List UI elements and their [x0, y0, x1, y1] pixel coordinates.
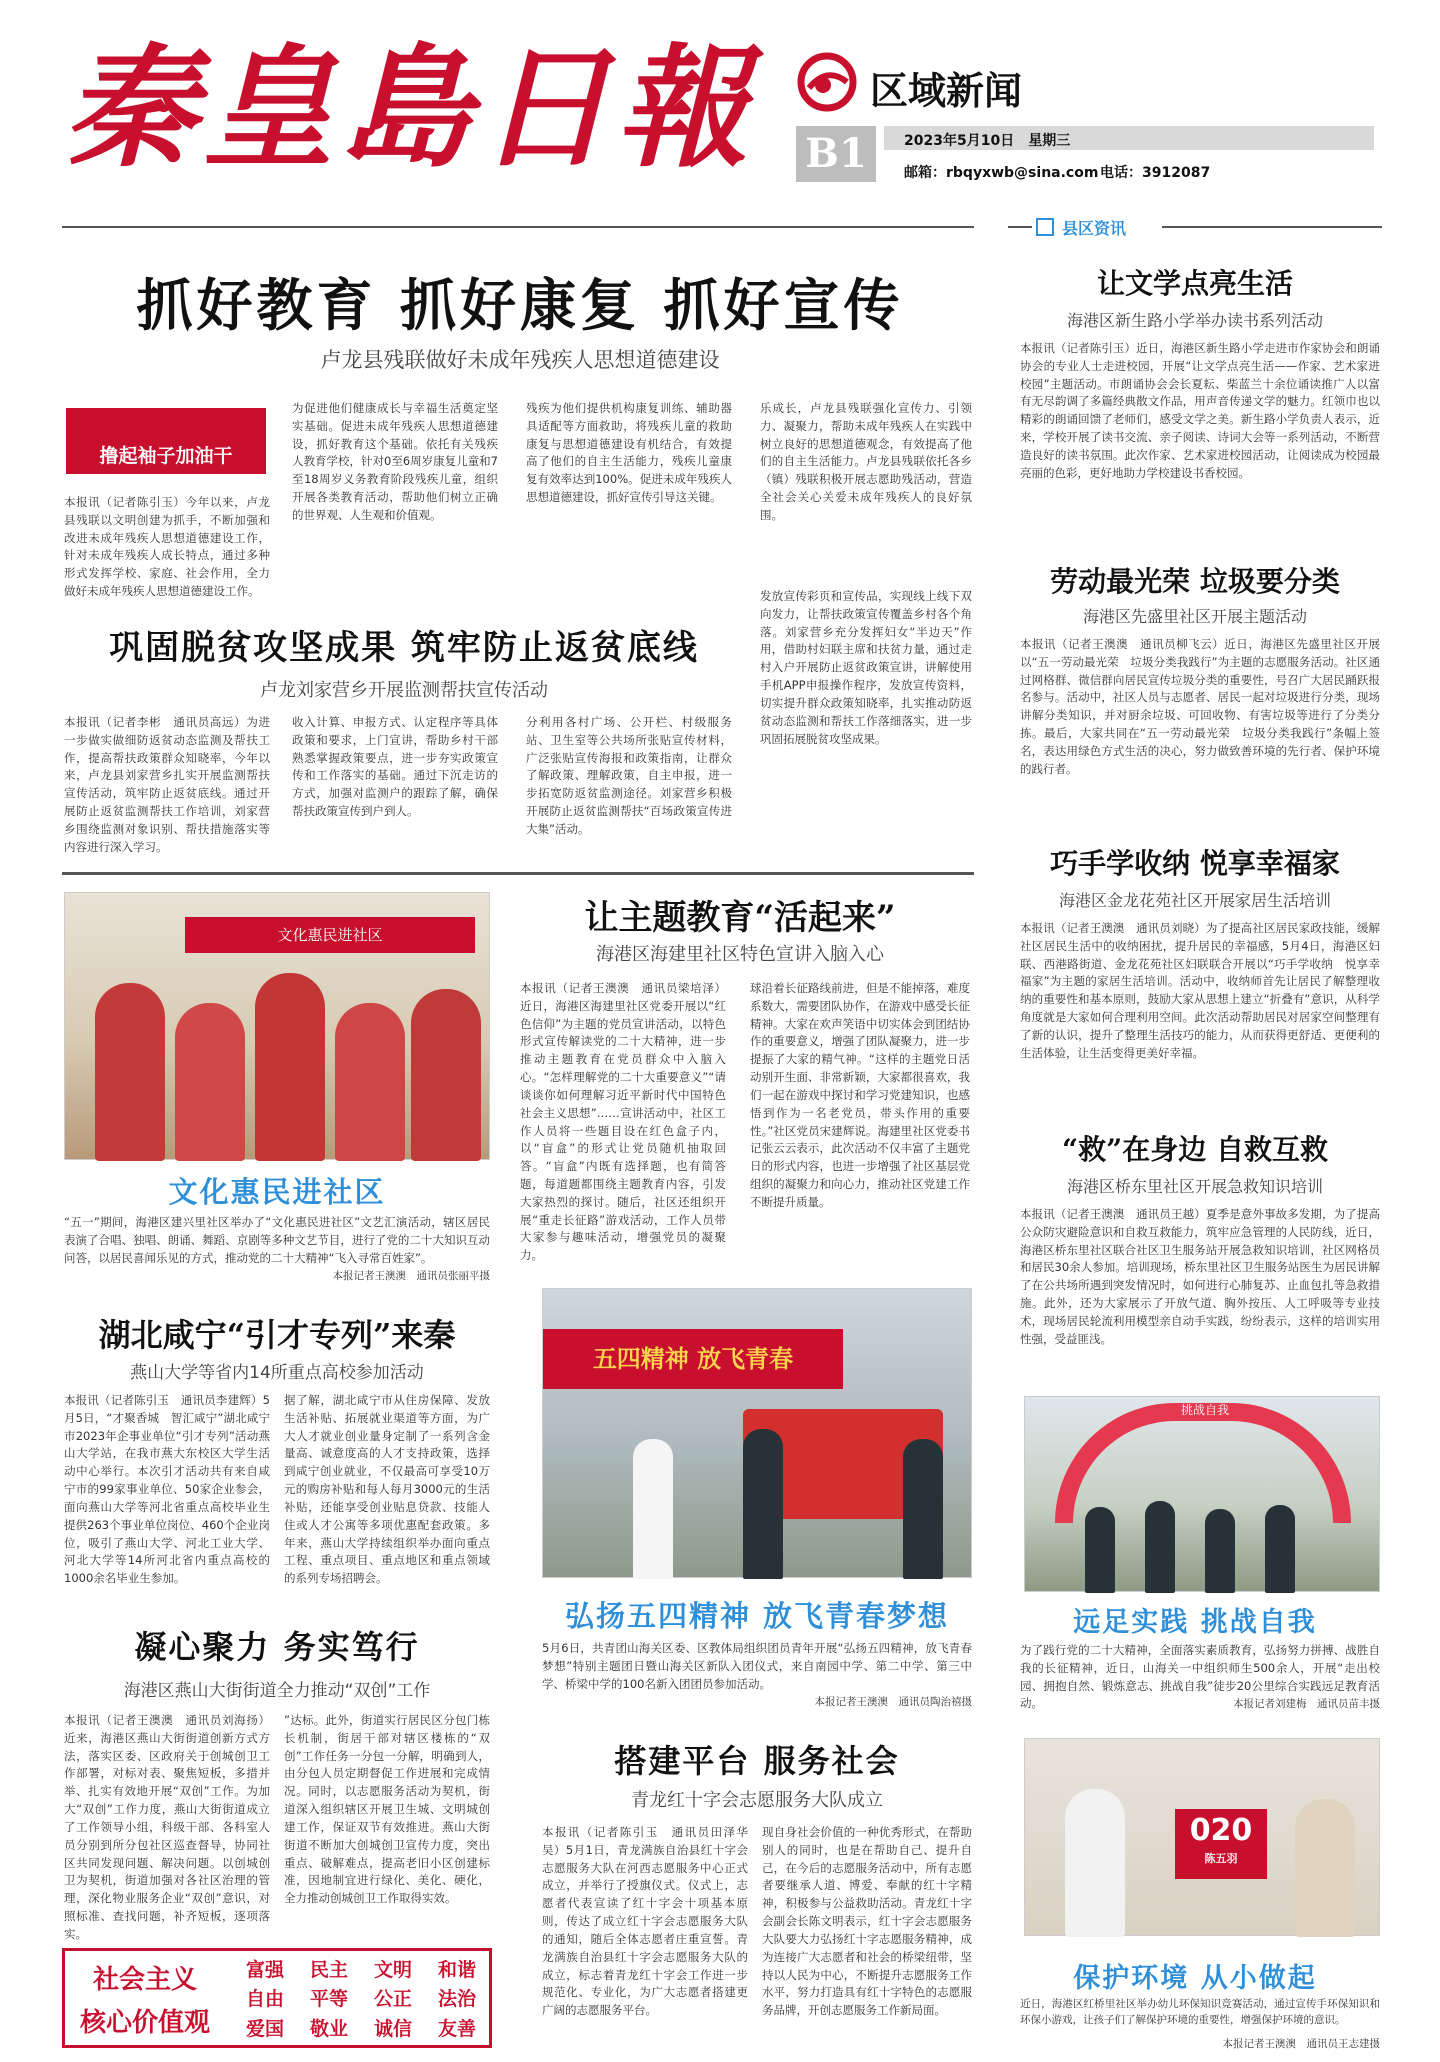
score-sign-label: 陈五羽	[1204, 1852, 1238, 1865]
hike-credit: 本报记者刘建梅 通讯员苗丰摄	[1233, 1698, 1380, 1710]
rescue-title: “救”在身边 自救互救	[1062, 1133, 1328, 1166]
dancer-figure	[175, 1003, 245, 1161]
culture-banner	[185, 917, 475, 953]
literature-body: 本报讯（记者陈引玉）近日，海港区新生路小学走进市作家协会和朗诵协会的专业人士走进校园，开展“让文学点亮生活——作家、艺术家进校园”主题活动。市朗诵协会会长夏耘、柴蓝兰十余位诵读推广人以富有无尽韵调了多篇经典散文作品，用声音传递文学的魅力。红领巾也以精彩的朗诵回馈了老师们，感受文学之美。新生路小学负责人表示，近来，学校开展了读书交流、亲子阅读、诗词大会等一系列活动，不断营造良好的读书氛围。此次作家、艺术家进校园活动，让阅读成为校园最亮丽的色彩，更好地助力学校建设书香校园。	[1020, 341, 1380, 480]
labor-title: 劳动最光荣 垃圾要分类	[1050, 565, 1340, 598]
talent-col2: 据了解，湖北咸宁市从住房保障、发放生活补贴、拓展就业渠道等方面，为广大人才就业创业量身定制了一系列含金量高、诚意度高的人才支持政策，选择到咸宁创业就业，不仅最高可享受10万元的购房补贴和每人每月3000元的生活补贴，还能享受创业贴息贷款、技能人住或人才公寓等多项优惠配套政策。多年来，燕山大学持续组织举办面向重点工程、重点项目、重点地区和重点领域的系列专场招聘会。	[284, 1393, 490, 1586]
poverty-col3: 分利用各村广场、公开栏、村级服务站、卫生室等公共场所张贴宣传材料，广泛张贴宣传海报和政策指南，让群众了解政策、理解政策，自主申报，进一步拓宽防返贫监测途径。刘家营乡积极开展防止返贫监测帮扶“百场政策宣传进大集”活动。	[526, 715, 732, 836]
section-rule	[62, 872, 974, 875]
talent-col1: 本报讯（记者陈引玉 通讯员李建辉）5月5日，“才聚香城 智汇咸宁”湖北咸宁市2023年企事业单位“引才专列”活动燕山大学站，在我市燕大东校区大学生活动中心举行。本次引才活动共有来自咸宁市的99家事业单位、50家企业参会，面向燕山大学等河北省重点高校毕业生提供263个事业单位岗位、460个企业岗位，吸引了燕山大学、河北工业大学、河北大学等14所河北省内重点高校的1000余名毕业生参加。	[64, 1393, 270, 1586]
platform-col2: 现自身社会价值的一种优秀形式，在帮助别人的同时，也是在帮助自己、提升自己，在今后的志愿服务活动中，所有志愿者要继承人道、博爱、奉献的红十字精神，积极参与公益救助活动。青龙红十字会副会长陈文明表示，红十字会志愿服务大队要大力弘扬红十字志愿服务精神，成为连接广大志愿者和社会的桥梁纽带，坚持以人民为中心，不断提升志愿服务工作水平，努力打造具有红十字特色的志愿服务品牌，开创志愿服务工作新局面。	[762, 1825, 972, 2018]
masthead	[0, 0, 1440, 220]
platform-subtitle: 青龙红十字会志愿服务大队成立	[631, 1790, 883, 1811]
rescue-body: 本报讯（记者王澳澳 通讯员王越）夏季是意外事故多发期，为了提高公众防灾避险意识和自救互救能力，筑牢应急管理的人民防线，近日，海港区桥东里社区联合社区卫生服务站开展急救知识培训，社区网格员和居民30余人参加。培训现场，桥东里社区卫生服务站医生为居民讲解了在公共场所遇到突发情况时，如何进行心肺复苏、止血包扎等急救措施。此外，还为大家展示了开放气道、胸外按压、人工呼吸等专业技术，现场居民轮流利用模型亲自动手实践，纷纷表示，这样的培训实用性强，受益匪浅。	[1020, 1207, 1380, 1346]
hike-caption-title: 远足实践 挑战自我	[1073, 1607, 1317, 1638]
eco-caption-title: 保护环境 从小做起	[1073, 1963, 1317, 1994]
youth-caption-title: 弘扬五四精神 放飞青春梦想	[564, 1599, 950, 1633]
poverty-subtitle: 卢龙刘家营乡开展监测帮扶宣传活动	[260, 680, 548, 701]
youth-banner	[543, 1329, 843, 1389]
platform-col1: 本报讯（记者陈引玉 通讯员田泽华 吴）5月1日，青龙满族自治县红十字会志愿服务大队在河西志愿服务中心正式成立，并举行了授旗仪式。仪式上，志愿者代表宣读了红十字会十项基本原则，传达了成立红十字会志愿服务大队的通知，随后全体志愿者庄重宣誓。青龙满族自治县红十字会志愿服务大队的成立，标志着青龙红十字会工作进一步规范化、专业化，为广大志愿者搭建更广阔的志愿服务平台。	[542, 1825, 760, 2018]
sidebar-label: 县区资讯	[1062, 219, 1127, 238]
youth-banner-text: 五四精神 放飞青春	[592, 1345, 794, 1373]
unite-col2: ”达标。此外，街道实行居民区分包门栋长机制，街居干部对辖区楼栋的“双创”工作任务一分包一分解，明确到人，由分包人员定期督促工作进展和完成情况。同时，以志愿服务活动为契机，街道深入组织辖区开展卫生城、文明城创建工作，保证双节有效推进。燕山大街街道不断加大创城创卫宣传力度，突出重点、破解难点，提高老旧小区创建标准，因地制宜进行绿化、美化、硬化，全力推动创城创卫工作取得实效。	[284, 1713, 490, 1906]
core-value-word: 自由	[245, 1988, 284, 2011]
unite-subtitle: 海港区燕山大街街道全力推动“双创”工作	[123, 1681, 431, 1701]
paper-name: 秦皇島日報	[64, 31, 754, 186]
news-icon	[1036, 218, 1054, 236]
issue-date: 2023年5月10日 星期三	[904, 133, 1071, 149]
section-logo-icon	[797, 52, 857, 112]
student-figure	[1145, 1501, 1175, 1593]
storage-body: 本报讯（记者王澳澳 通讯员刘晓）为了提高社区居民家政技能，缓解社区居民生活中的收纳困扰，提升居民的幸福感，5月4日，海港区妇联、西港路街道、金龙花苑社区妇联联合开展以“巧手学收纳 悦享幸福家”为主题的家居生活培训。活动中，收纳师首先让居民了解整理收纳的重要性和基本原则，鼓励大家从思想上建立“折叠有”意识，从科学角度就是大家如何合理利用空间。此次活动帮助居民对居家空间整理有了新的认识，提升了整理生活技巧的能力，从而获得更舒适、更便利的生活体验，让生活变得更美好幸福。	[1020, 921, 1380, 1060]
youth-credit: 本报记者王澳澳 通讯员陶治禧摄	[814, 1696, 972, 1708]
score-sign-number: 020	[1189, 1813, 1253, 1848]
section-name: 区域新闻	[870, 68, 1023, 113]
core-value-word: 富强	[245, 1959, 284, 1981]
labor-body: 本报讯（记者王澳澳 通讯员柳飞云）近日，海港区先盛里社区开展以“五一劳动最光荣 垃圾分类我践行”为主题的志愿服务活动。社区通过网格群、微信群向居民宣传垃圾分类的重要性，号召广大居民踊跃报名参与。活动中，社区人员与志愿者、居民一起对垃圾进行分类，现场讲解分类知识，并对厨余垃圾、可回收物、有害垃圾等进行了分类分拣。最后，大家共同在“五一劳动最光荣 垃圾分类我践行”条幅上签名，表达用绿色方式生活的决心，努力做致善环境的先行者、保护环境的践行者。	[1020, 637, 1380, 776]
literature-subtitle: 海港区新生路小学举办读书系列活动	[1066, 311, 1323, 330]
dancer-figure	[411, 989, 481, 1161]
sidebar-label-box	[1032, 214, 1162, 240]
core-value-word: 民主	[309, 1959, 348, 1981]
email-label: 邮箱：rbqyxwb@sina.com	[904, 165, 1099, 181]
talent-title: 湖北咸宁“引才专列”来秦	[98, 1316, 456, 1354]
dancer-figure	[255, 973, 325, 1161]
core-value-word: 法治	[437, 1988, 476, 2011]
core-value-word: 敬业	[309, 2017, 348, 2040]
core-values-line2: 核心价值观	[79, 2008, 210, 2038]
poverty-col4: 发放宣传彩页和宣传品，实现线上线下双向发力，让帮扶政策宣传覆盖乡村各个角落。刘家营乡充分发挥妇女“半边天”作用，借助村妇联主席和扶贫力量，通过走村入户开展防止返贫政策宣讲，讲解使用手机APP申报操作程序，发放宣传资料，切实提升群众政策知晓率，扎实推动防返贫动态监测和帮扶工作落细落实，进一步巩固拓展脱贫攻坚成果。	[760, 589, 972, 746]
literature-title: 让文学点亮生活	[1096, 267, 1293, 300]
poverty-title: 巩固脱贫攻坚成果 筑牢防止返贫底线	[109, 628, 699, 668]
culture-caption-body: “五一”期间，海港区建兴里社区举办了“文化惠民进社区”文艺汇演活动，辖区居民表演了合唱、独唱、朗诵、舞蹈、京剧等多种文艺节目，进行了党的二十大知识互动问答，以居民喜闻乐见的方式，推动党的二十大精神“飞入寻常百姓家”。	[64, 1215, 490, 1265]
lead-title: 抓好教育 抓好康复 抓好宣传	[136, 273, 904, 339]
speaker-figure	[633, 1439, 673, 1579]
talent-subtitle: 燕山大学等省内14所重点高校参加活动	[130, 1363, 424, 1383]
lead-col4: 乐成长，卢龙县残联强化宣传力、引领力、凝聚力，帮助未成年残疾人在实践中树立良好的思想道德观念，有效提高了他们的自主生活能力。卢龙县残联依托各乡（镇）残联积极开展志愿助残活动，营造全社会关心关爱未成年残疾人的良好氛围。	[760, 401, 972, 522]
lead-col3: 残疾为他们提供机构康复训练、辅助器具适配等方面救助，将残疾儿童的救助康复与思想道德建设有机结合，有效提高了他们的自主生活能力，残疾儿童康复有效率达到100%。促进未成年残疾人思想道德建设，抓好宣传引导这关键。	[526, 401, 732, 505]
storage-subtitle: 海港区金龙花苑社区开展家居生活培训	[1058, 891, 1331, 910]
hike-photo	[1024, 1396, 1380, 1592]
labor-subtitle: 海港区先盛里社区开展主题活动	[1082, 607, 1307, 626]
student-figure	[1205, 1509, 1235, 1593]
theme-col2: 球沿着长征路线前进，但是不能掉落，难度系数大，需要团队协作，在游戏中感受长征精神。大家在欢声笑语中切实体会到团结协作的重要意义，增强了团队凝聚力，进一步提振了大家的精气神。“这样的主题党日活动别开生面、非常新颖，大家都很喜欢，我们一起在游戏中探讨和学习党建知识，也感悟到作为一名老党员，带头作用的重要性。”社区党员宋建辉说。海建里社区党委书记张云云表示，此次活动不仅丰富了主题党日的形式内容，也进一步增强了社区基层党组织的凝聚力和向心力，推动社区党建工作不断提升质量。	[750, 981, 970, 1209]
eco-caption-body: 近日，海港区红桥里社区举办幼儿环保知识竞赛活动，通过宣传手环保知识和环保小游戏，让孩子们了解保护环境的重要性，增强保护环境的意识。	[1020, 1998, 1380, 2027]
arch-text: 挑战自我	[1180, 1403, 1229, 1417]
hike-caption-body: 为了践行党的二十大精神，全面落实素质教育，弘扬努力拼搏、战胜自我的长征精神，近日，山海关一中组织师生500余人，开展“走出校园、拥抱自然、锻炼意志、挑战自我”徒步20公里综合实践远足教育活动。	[1020, 1643, 1380, 1711]
youth-photo	[542, 1288, 972, 1578]
poverty-col1: 本报讯（记者李彬 通讯员高远）为进一步做实做细防返贫动态监测及帮扶工作，提高帮扶政策群众知晓率，今年以来，卢龙县刘家营乡扎实开展监测帮扶宣传活动，筑牢防止返贫底线。通过开展防止返贫监测帮扶工作培训，刘家营乡围绕监测对象识别、帮扶措施落实等内容进行深入学习。	[64, 715, 270, 854]
core-value-word: 友善	[437, 2017, 476, 2040]
core-values-line1: 社会主义	[92, 1965, 197, 1995]
eco-credit: 本报记者王澳澳 通讯员王志建摄	[1222, 2038, 1380, 2050]
phone-label: 电话：3912087	[1100, 165, 1211, 181]
score-sign	[1175, 1809, 1267, 1879]
dancer-figure	[95, 983, 165, 1161]
platform-title: 搭建平台 服务社会	[614, 1742, 900, 1780]
core-value-word: 诚信	[373, 2017, 412, 2040]
culture-credit: 本报记者王澳澳 通讯员张丽平摄	[332, 1270, 490, 1282]
culture-caption-title: 文化惠民进社区	[168, 1175, 386, 1209]
culture-banner-text: 文化惠民进社区	[277, 926, 383, 944]
unite-col1: 本报讯（记者王澳澳 通讯员刘海扬）近来，海港区燕山大街街道创新方式方法，落实区委、区政府关于创城创卫工作部署，对标对表、聚焦短板，多措并举、扎实有效地开展“双创”工作。为加大“双创”工作力度，燕山大街街道成立了工作领导小组，科级干部、各科室人员分别到所分包社区巡查督导，协同社区共同发现问题、解决问题。以创城创卫为契机，街道加强对各社区治理的管理，深化物业服务企业“双创”意识，对照标准、查找问题，补齐短板，逐项落实。	[64, 1713, 270, 1941]
lead-subtitle: 卢龙县残联做好未成年残疾人思想道德建设	[320, 348, 720, 372]
lead-col2: 为促进他们健康成长与幸福生活奠定坚实基础。促进未成年残疾人思想道德建设，抓好教育这个基础。依托有关残疾人教育学校，针对0至6周岁康复儿童和7至18周岁义务教育阶段残疾儿童，组织开展各类教育活动，帮助他们树立正确的世界观、人生观和价值观。	[292, 401, 498, 522]
theme-subtitle: 海港区海建里社区特色宣讲入脑入心	[596, 944, 884, 965]
eco-photo	[1024, 1738, 1380, 1936]
core-value-word: 平等	[309, 1988, 348, 2011]
arch-shape	[1055, 1403, 1351, 1523]
unite-title: 凝心聚力 务实笃行	[134, 1628, 420, 1666]
student-figure	[743, 1429, 783, 1579]
red-box-text: 撸起袖子加油干 风雨无阻向前行	[99, 445, 233, 497]
rescue-subtitle: 海港区桥东里社区开展急救知识培训	[1066, 1177, 1323, 1196]
youth-caption-body: 5月6日，共青团山海关区委、区教体局组织团员青年开展“弘扬五四精神，放飞青春梦想”特别主题团日暨山海关区新队入团仪式，来自南园中学、第二中学、第三中学、桥梁中学的100名新入团团员参加活动。	[542, 1641, 972, 1691]
core-value-word: 爱国	[245, 2017, 284, 2040]
theme-title: 让主题教育“活起来”	[584, 898, 896, 938]
core-values-grid	[233, 1955, 489, 2043]
child-figure	[1295, 1799, 1355, 1937]
lead-col1: 本报讯（记者陈引玉）今年以来，卢龙县残联以文明创建为抓手，不断加强和改进未成年残疾人思想道德建设工作，针对未成年残疾人成长特点，通过多种形式发挥学校、家庭、社会作用，全力做好未成年残疾人思想道德建设工作。	[64, 495, 270, 599]
student-figure	[1085, 1507, 1115, 1593]
page-number: B1	[805, 130, 867, 177]
student-figure	[1265, 1505, 1295, 1593]
storage-title: 巧手学收纳 悦享幸福家	[1050, 847, 1340, 880]
dancer-figure	[335, 1003, 405, 1161]
top-rule	[62, 226, 974, 228]
red-box	[66, 408, 266, 497]
core-values-left	[65, 1951, 225, 2045]
page-number-badge	[796, 126, 876, 182]
core-value-word: 和谐	[437, 1959, 476, 1981]
core-value-word: 公正	[373, 1988, 412, 2011]
student-figure	[903, 1439, 943, 1579]
culture-photo	[64, 892, 490, 1160]
poverty-col2: 收入计算、申报方式、认定程序等具体政策和要求，上门宣讲，帮助乡村干部熟悉掌握政策要点，进一步夯实政策宣传和工作落实的基础。通过下沉走访的方式，加强对监测户的跟踪了解，确保帮扶政策宣传到户到人。	[292, 715, 498, 819]
core-value-word: 文明	[373, 1959, 412, 1981]
child-figure	[1065, 1789, 1125, 1937]
core-values-box	[62, 1948, 492, 2048]
theme-col1: 本报讯（记者王澳澳 通讯员梁培泽）近日，海港区海建里社区党委开展以“红色信仰”为主题的党员宣讲活动，以特色形式宣传解读党的二十大精神，进一步推动主题教育在党员群众中入脑入心。“怎样理解党的二十大重要意义”“请谈谈你如何理解习近平新时代中国特色社会主义思想”……宣讲活动中，社区工作人员将一些题目设在红色盒子内，以“盲盒”的形式让党员随机抽取回答。“盲盒”内既有选择题，也有简答题，每道题都围绕主题教育内容，引发大家热烈的探讨。随后，社区还组织开展“重走长征路”游戏活动，工作人员带大家参与趣味活动，增强党员的凝聚力。	[520, 981, 726, 1263]
